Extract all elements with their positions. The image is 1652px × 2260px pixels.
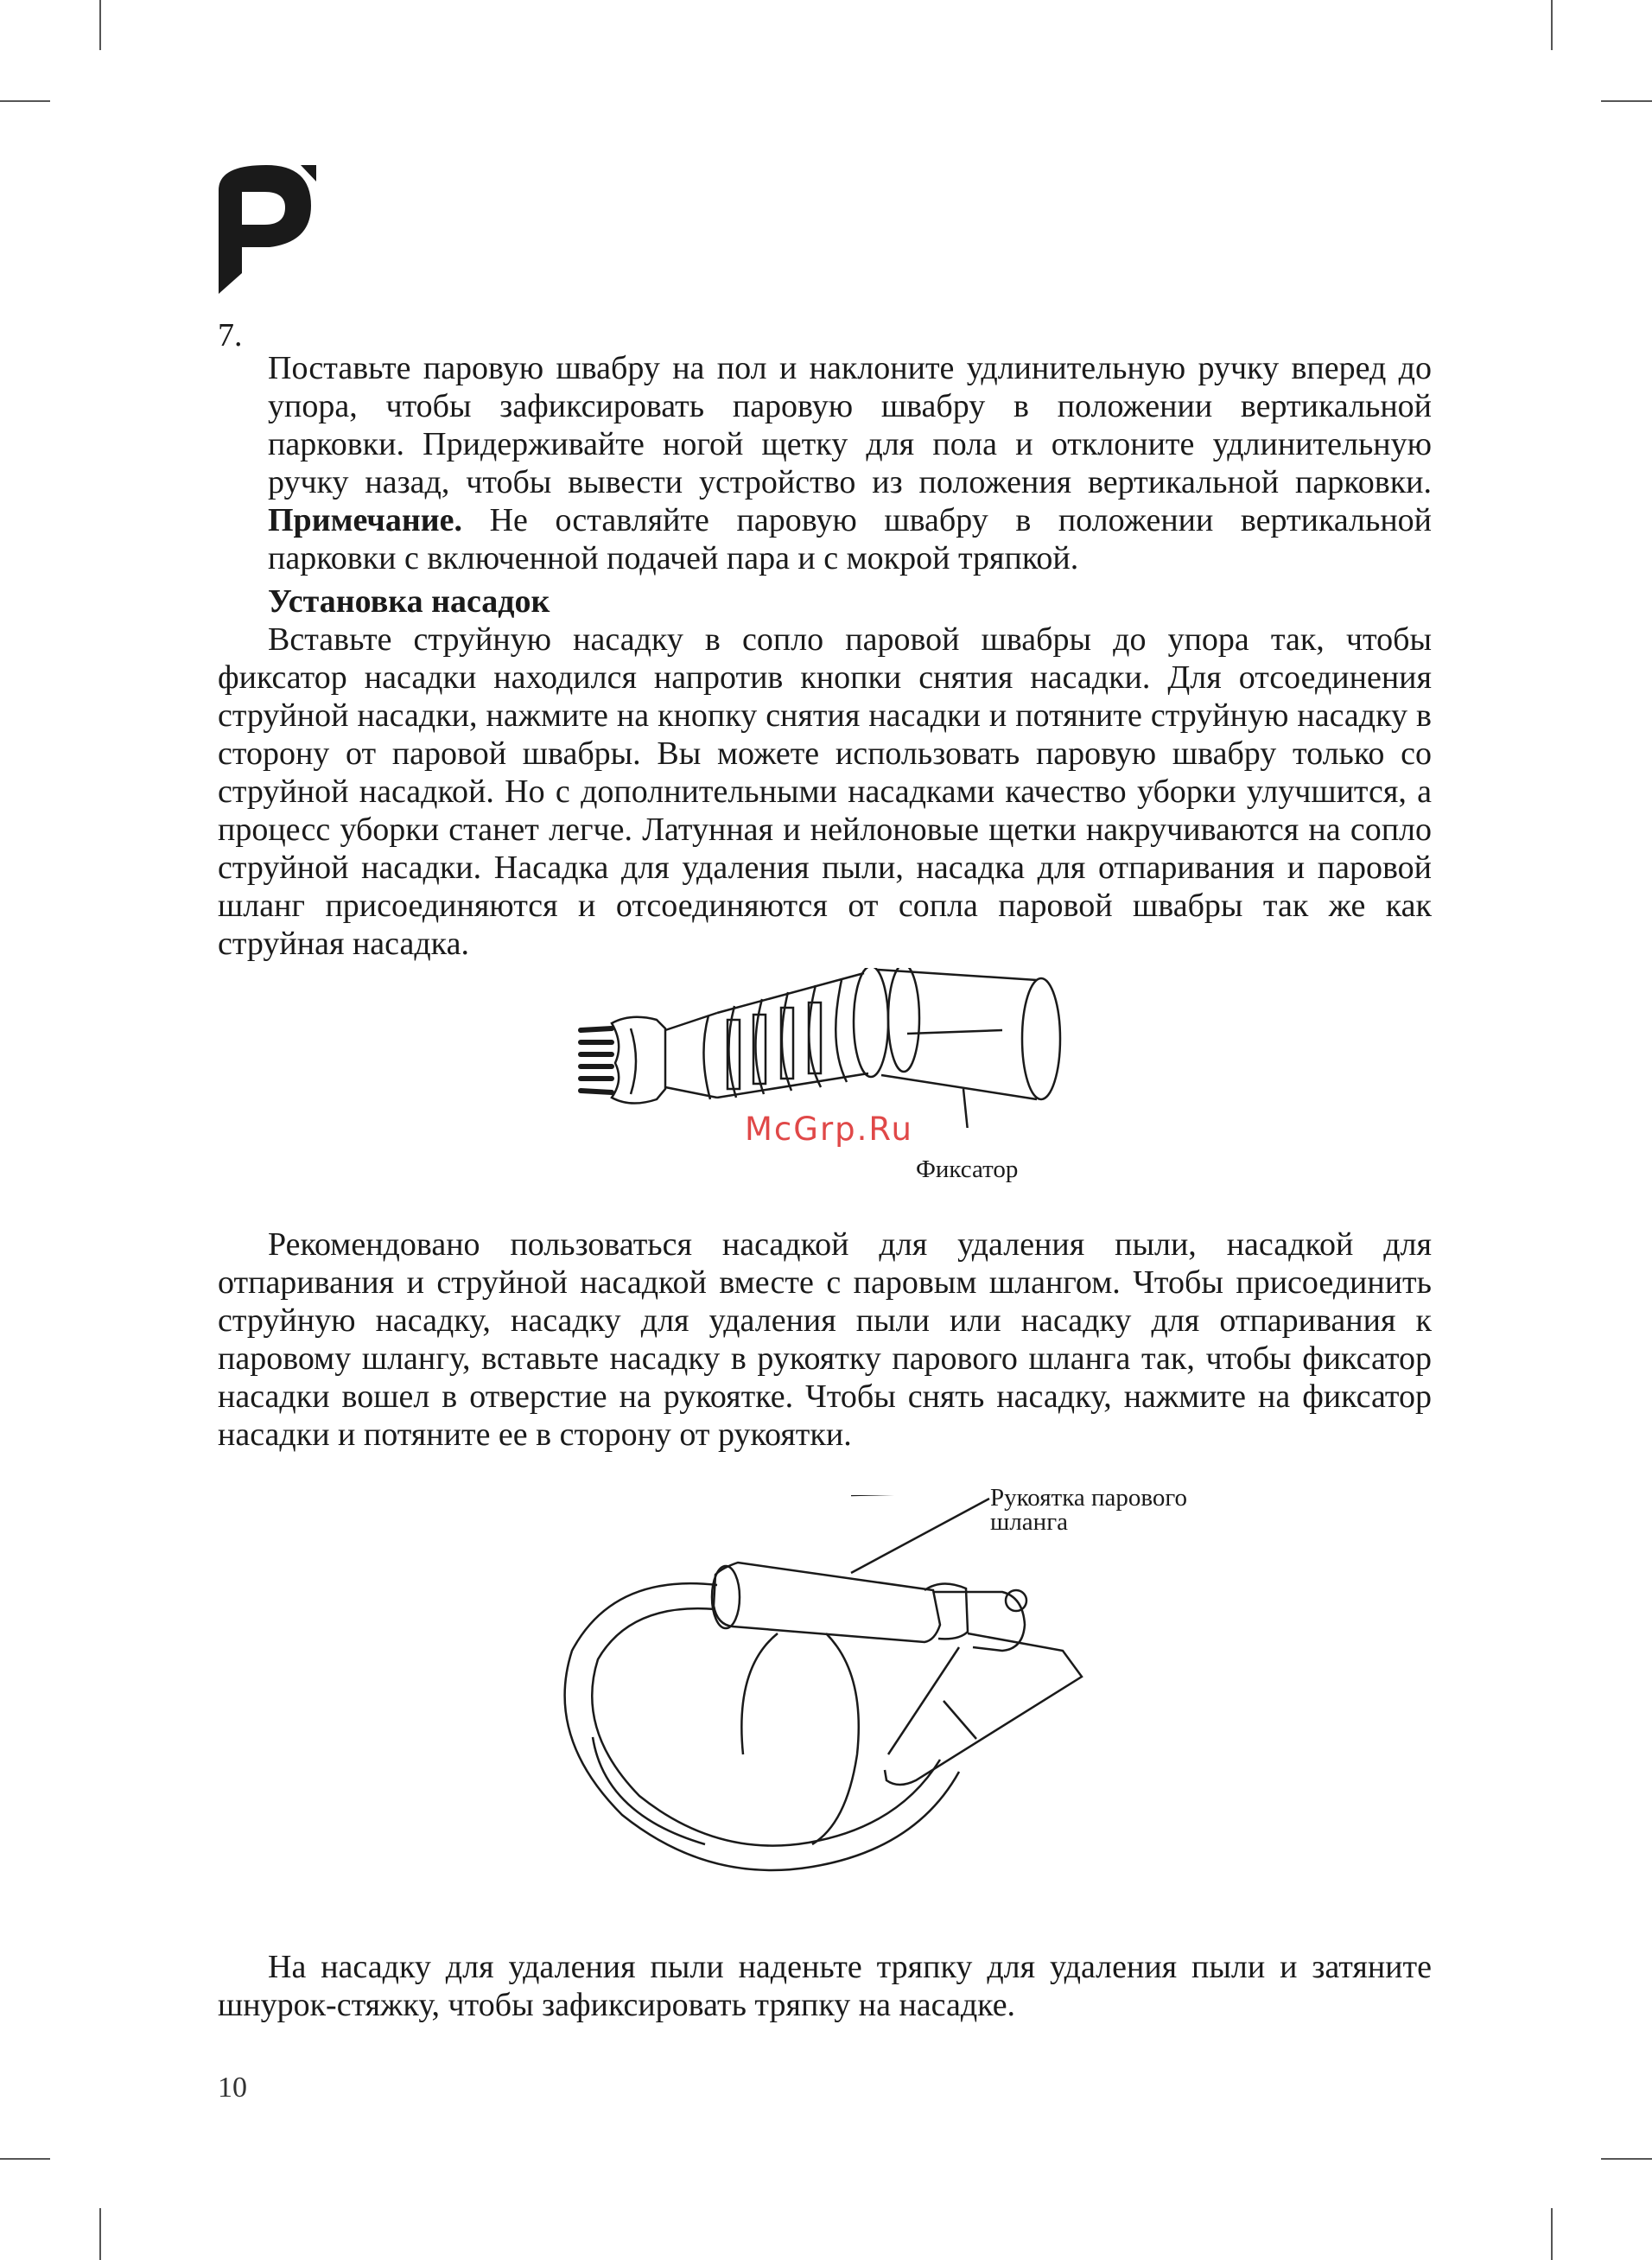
crop-mark [0,2158,50,2160]
list-item-7 [218,316,1432,610]
watermark: McGrp.Ru [745,1111,913,1148]
crop-mark [1551,2208,1553,2260]
note-text: Не оставляйте паровую швабру в положении вертикальной парковки с включенной подачей пара и с мокрой тряпкой. [268,502,1432,576]
steam-hose-illustration [553,1495,1106,1910]
figure-label-hose-line2: шланга [990,1508,1068,1536]
paragraph-hose: Рекомендовано пользоваться насадкой для удаления пыли, насадкой для отпаривания и струйной насадкой вместе с паровым шлангом. Чтобы присоединить струйную насадку, насадку для удаления пыли или насадку для отпаривания к паровому шлангу, вставьте насадку в рукоятку парового шланга так, чтобы фиксатор насадки вошел в отверстие на рукоятке. Чтобы снять насадку, нажмите на фиксатор насадки и потяните ее в сторону от рукоятки. [218,1226,1432,1453]
figure-label-latch: Фиксатор [916,1155,1019,1183]
paragraph-duster: На насадку для удаления пыли наденьте тряпку для удаления пыли и затяните шнурок-стяжку, чтобы зафиксировать тряпку на насадке. [218,1949,1432,2023]
item-7-text [268,349,1432,577]
crop-mark [0,100,50,102]
section-duster [218,1948,1432,2024]
list-number: 7. [218,317,243,353]
section-hose [218,1225,1432,1454]
jet-nozzle-illustration [570,968,1063,1128]
crop-mark [99,0,101,50]
brand-logo [216,162,320,296]
section-attachments [218,583,1432,963]
crop-mark [99,2208,101,2260]
crop-mark [1601,100,1652,102]
paragraph-install: Вставьте струйную насадку в сопло паровой швабры до упора так, чтобы фиксатор насадки находился напротив кнопки снятия насадки. Для отсоединения струйной насадки, нажмите на кнопку снятия насадки и потяните струйную насадку в сторону от паровой швабры. Вы можете использовать паровую швабру только со струйной насадкой. Но с дополнительными насадками качество уборки улучшится, а процесс уборки станет легче. Латунная и нейлоновые щетки накручиваются на сопло струйной насадки. Насадка для удаления пыли, насадка для отпаривания и паровой шланг присоединяются и отсоединяются от сопла паровой швабры так же как струйная насадка. [218,621,1432,962]
page-number: 10 [218,2072,247,2104]
section-heading: Установка насадок [268,583,550,620]
figure-label-hose-line1: Рукоятка парового [990,1484,1188,1512]
crop-mark [1601,2158,1652,2160]
note-label: Примечание. [268,502,462,538]
item-7-instruction: Поставьте паровую швабру на пол и наклоните удлинительную ручку вперед до упора, чтобы зафиксировать паровую швабру в положении вертикальной парковки. Придерживайте ногой щетку для пола и отклоните удлинительную ручку назад, чтобы вывести устройство из положения вертикальной парковки. [268,350,1432,500]
crop-mark [1551,0,1553,50]
